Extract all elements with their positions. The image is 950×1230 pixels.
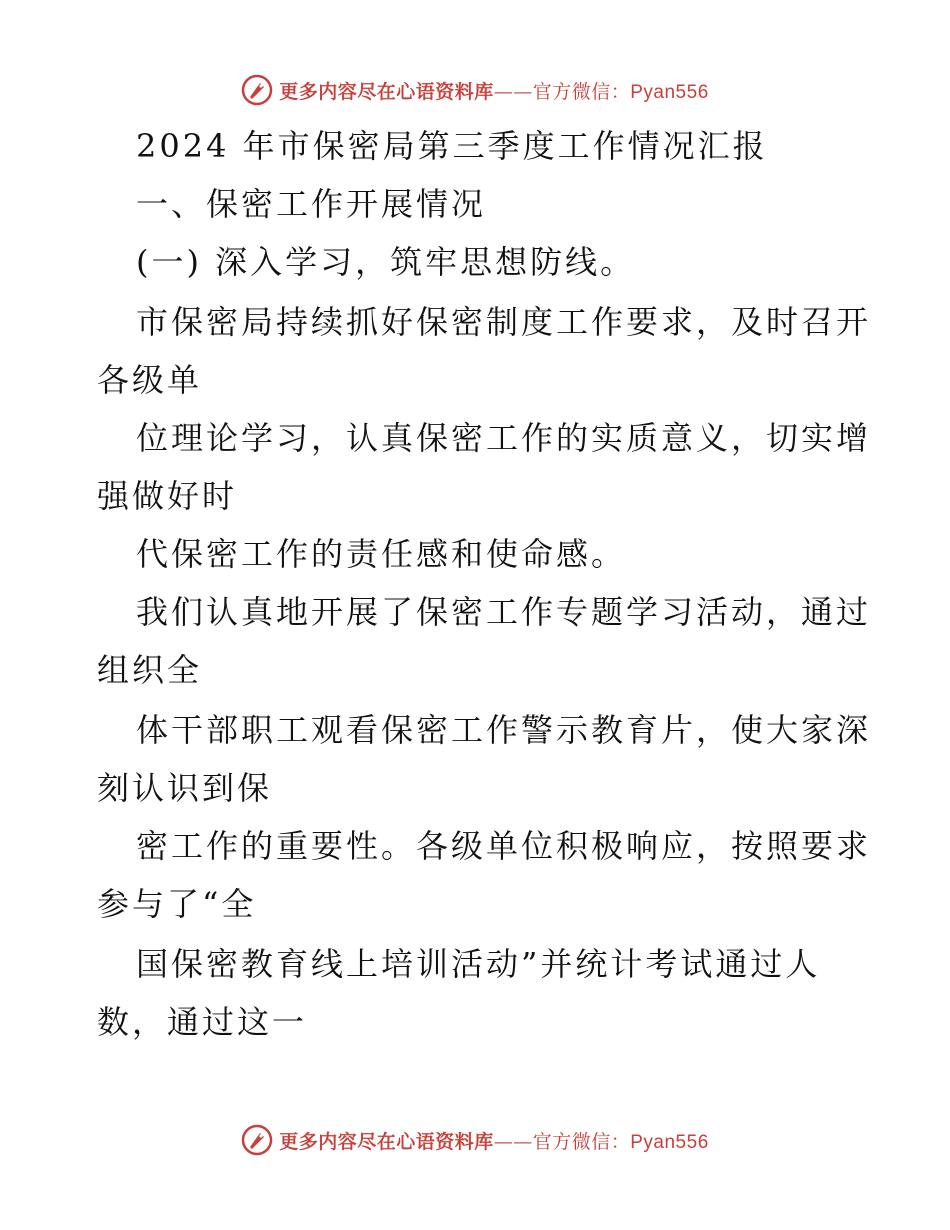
paragraph-line: 刻认识到保 (97, 769, 273, 807)
header-banner (0, 70, 950, 110)
paragraph-line: 强做好时 (97, 477, 238, 515)
banner-wechat: 官方微信：Pyan556 (532, 81, 709, 103)
banner-wechat: 官方微信：Pyan556 (532, 1131, 709, 1153)
section-heading: 一、保密工作开展情况 (136, 185, 487, 223)
paragraph-line: 参与了“全 (97, 885, 257, 923)
paragraph-line: 国保密教育线上培训活动”并统计考试通过人 (136, 945, 821, 983)
document-title: 2024 年市保密局第三季度工作情况汇报 (136, 127, 768, 165)
paragraph-line: 市保密局持续抓好保密制度工作要求，及时召开 (136, 303, 872, 341)
banner-separator: —— (493, 80, 533, 103)
banner-separator: —— (493, 1130, 533, 1153)
banner-label: 更多内容尽在心语资料库 (279, 1130, 494, 1153)
pen-nib-icon (241, 1124, 273, 1156)
subsection-heading: (一) 深入学习，筑牢思想防线。 (136, 243, 636, 281)
paragraph-line: 位理论学习，认真保密工作的实质意义，切实增 (136, 419, 872, 457)
paragraph-line: 我们认真地开展了保密工作专题学习活动，通过 (136, 593, 872, 631)
paragraph-line: 体干部职工观看保密工作警示教育片，使大家深 (136, 711, 872, 749)
footer-banner (0, 1120, 950, 1160)
paragraph-line: 数，通过这一 (97, 1003, 308, 1041)
paragraph-line: 代保密工作的责任感和使命感。 (136, 535, 627, 573)
pen-nib-icon (241, 74, 273, 106)
paragraph-line: 各级单 (97, 361, 203, 399)
paragraph-line: 组织全 (97, 651, 203, 689)
banner-label: 更多内容尽在心语资料库 (279, 80, 494, 103)
paragraph-line: 密工作的重要性。各级单位积极响应，按照要求 (136, 827, 872, 865)
